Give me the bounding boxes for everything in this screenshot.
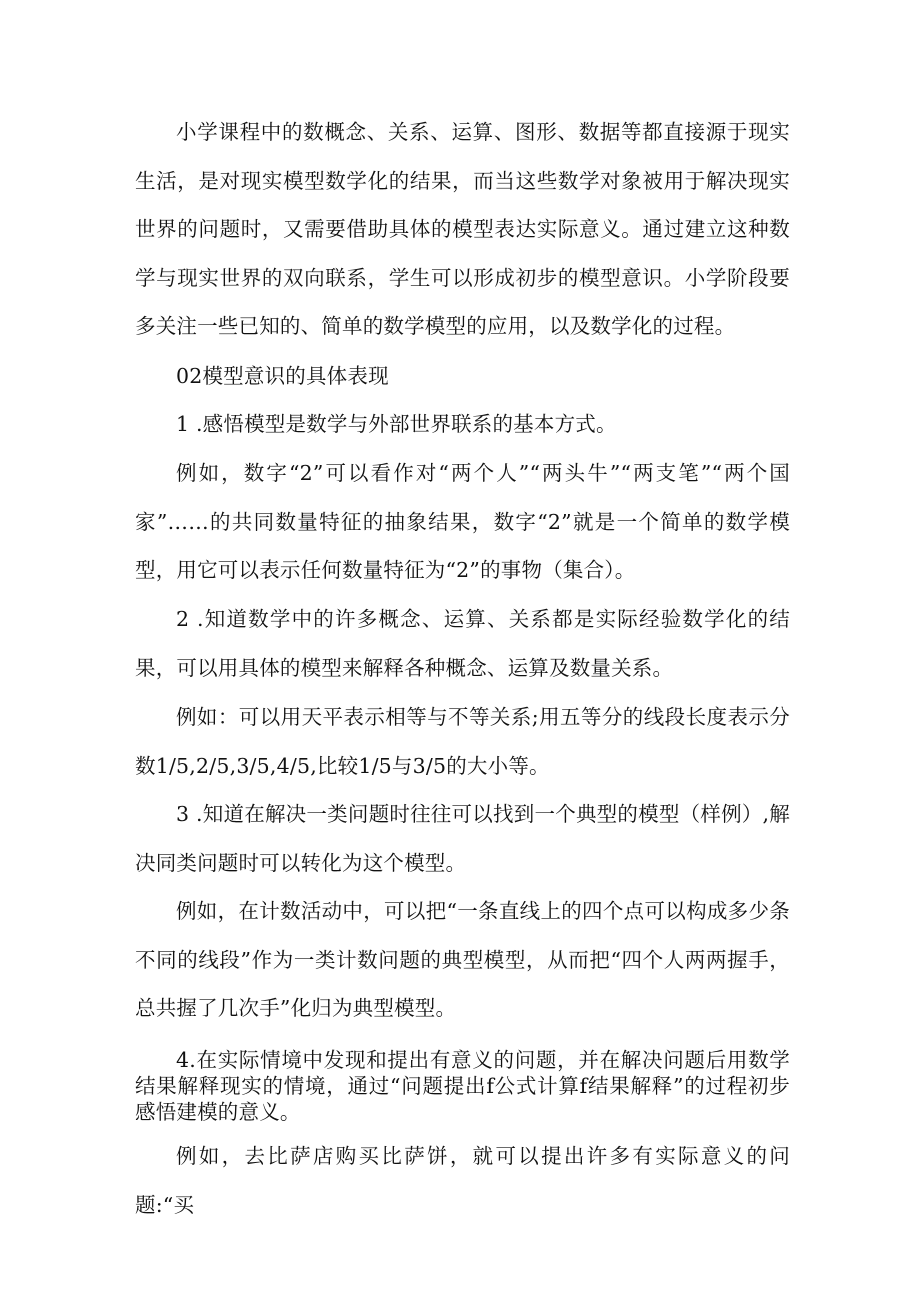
point-4-paragraph: 4.在实际情境中发现和提出有意义的问题，并在解决问题后用数学结果解释现实的情境，通过“问题提出f公式计算f结果解释”的过程初步感悟建模的意义。 bbox=[135, 1048, 790, 1124]
section-heading: 02模型意识的具体表现 bbox=[176, 364, 389, 388]
example-3-paragraph: 例如，在计数活动中，可以把“一条直线上的四个点可以构成多少条不同的线段”作为一类计数问题的典型模型，从而把“四个人两两握手，总共握了几次手”化归为典型模型。 bbox=[135, 899, 790, 1020]
point-1-paragraph: 1 .感悟模型是数学与外部世界联系的基本方式。 bbox=[176, 412, 617, 436]
point-3-paragraph: 3 .知道在解决一类问题时往往可以找到一个典型的模型（样例）,解决同类问题时可以转化为这个模型。 bbox=[135, 802, 790, 875]
intro-paragraph: 小学课程中的数概念、关系、运算、图形、数据等都直接源于现实生活，是对现实模型数学化的结果，而当这些数学对象被用于解决现实世界的问题时，又需要借助具体的模型表达实际意义。通过建立这种数学与现实世界的双向联系，学生可以形成初步的模型意识。小学阶段要多关注一些已知的、简单的数学模型的应用，以及数学化的过程。 bbox=[135, 120, 790, 338]
point-2-paragraph: 2 .知道数学中的许多概念、运算、关系都是实际经验数学化的结果，可以用具体的模型来解释各种概念、运算及数量关系。 bbox=[135, 607, 790, 680]
example-4-paragraph: 例如，去比萨店购买比萨饼，就可以提出许多有实际意义的问题:“买 bbox=[135, 1144, 790, 1217]
example-2-paragraph: 例如：可以用天平表示相等与不等关系;用五等分的线段长度表示分数1/5,2/5,3/5,4/5,比较1/5与3/5的大小等。 bbox=[135, 705, 790, 778]
example-1-paragraph: 例如，数字“2”可以看作对“两个人”“两头牛”“两支笔”“两个国家”……的共同数量特征的抽象结果，数字“2”就是一个简单的数学模型，用它可以表示任何数量特征为“2”的事物（集合）。 bbox=[135, 461, 790, 582]
